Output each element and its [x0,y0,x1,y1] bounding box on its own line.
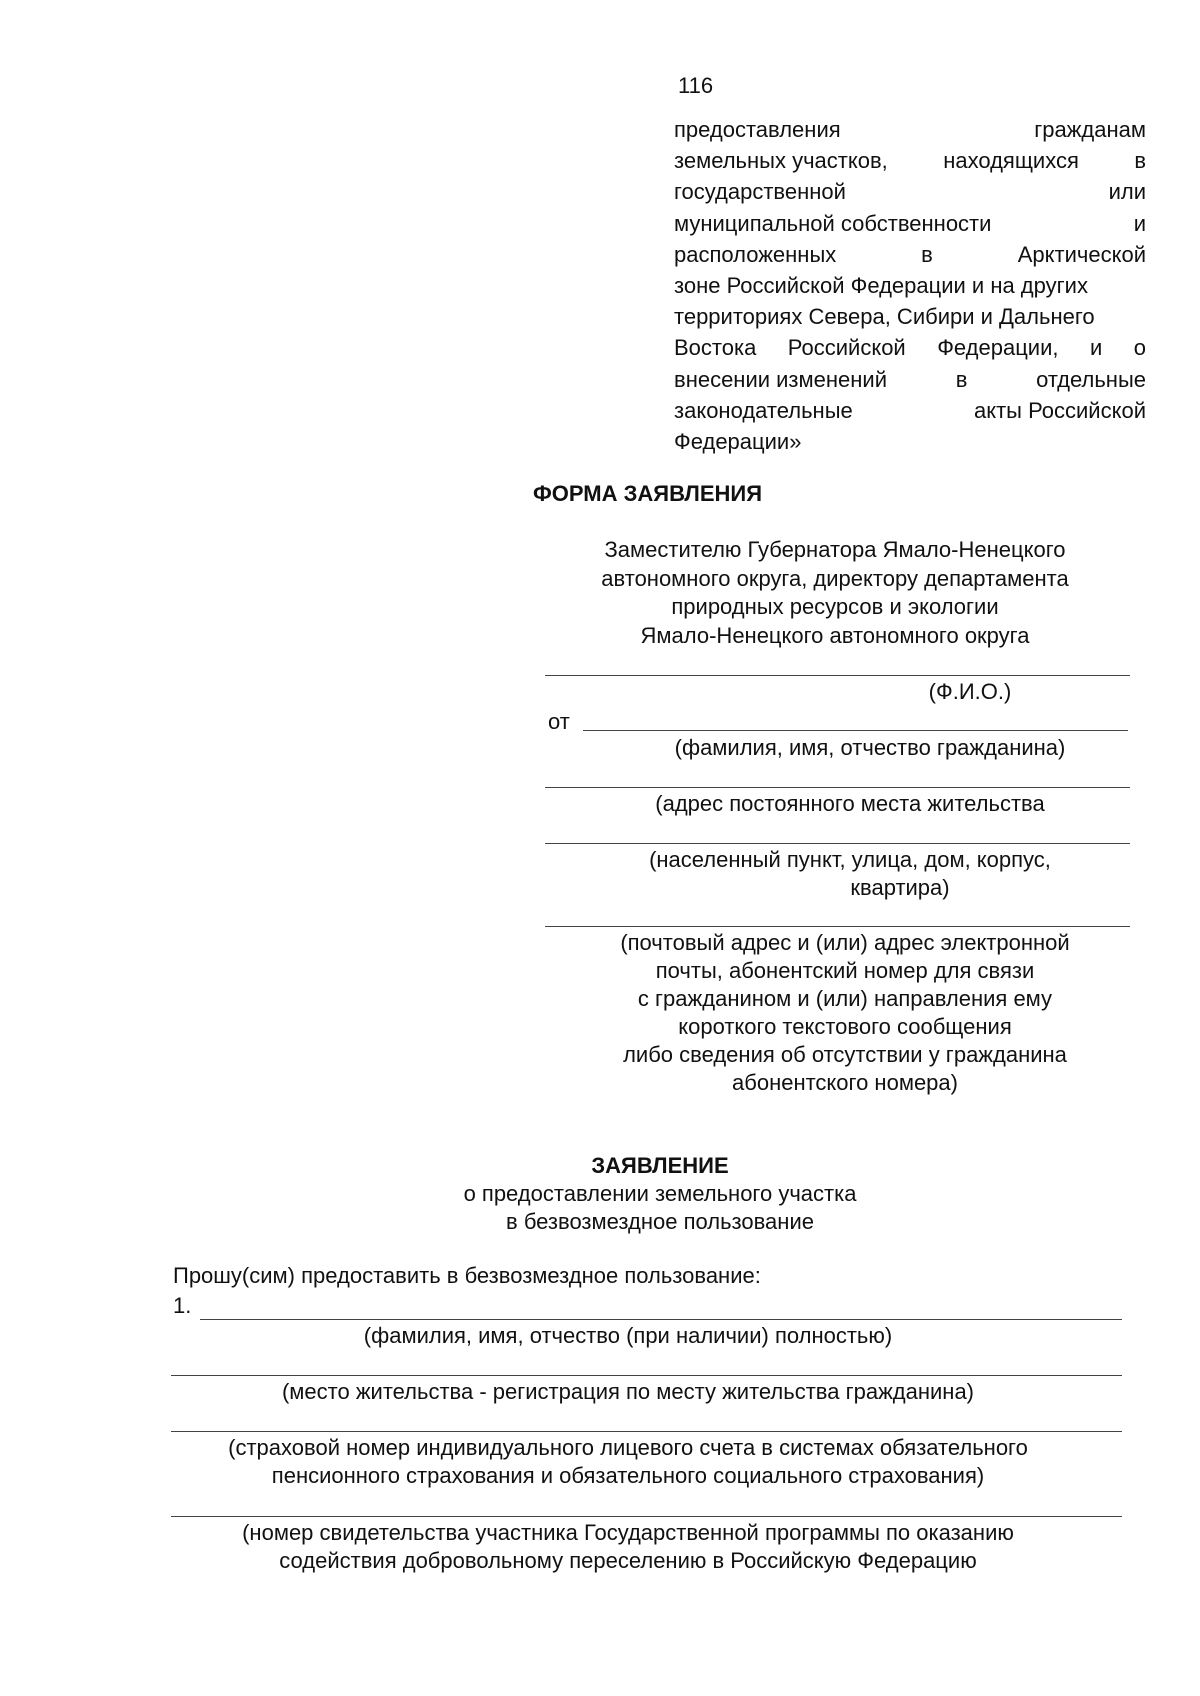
reference-line: Востока Российской Федерации, и о [674,335,1146,361]
reference-line: государственной или [674,179,1146,205]
contact-caption: (почтовый адрес и (или) адрес электронной почты, абонентский номер для связи с гражданином и (или) направления ему короткого текстового сообщения либо сведения об отсутствии у гражданина абонентского номера) [620,930,1070,1095]
certificate-line[interactable] [171,1516,1122,1517]
residence-line[interactable] [171,1375,1122,1376]
addressee-line: Заместителю Губернатора Ямало-Ненецкого [604,537,1066,562]
fio-caption: (Ф.И.О.) [928,679,1012,704]
reference-paragraph [674,114,1146,457]
from-label: от [548,709,570,734]
full-name-caption: (фамилия, имя, отчество (при наличии) полностью) [363,1323,893,1348]
reference-line: зоне Российской Федерации и на других [674,272,1088,298]
snils-line[interactable] [171,1431,1122,1432]
locality-line[interactable] [545,843,1130,844]
addressee-line: природных ресурсов и экологии [671,594,999,619]
residence-caption: (место жительства - регистрация по месту жительства гражданина) [281,1379,975,1404]
reference-line: Федерации» [674,428,802,454]
reference-line: расположенных в Арктической [674,241,1146,267]
locality-caption: (населенный пункт, улица, дом, корпус, квартира) [649,847,1051,900]
statement-title: ЗАЯВЛЕНИЕ [591,1153,729,1178]
page-number: 116 [678,73,714,98]
address-line[interactable] [545,787,1130,788]
form-title: ФОРМА ЗАЯВЛЕНИЯ [533,481,763,506]
fio-line[interactable] [545,675,1130,676]
reference-line: законодательные акты Российской [674,397,1146,423]
reference-line: предоставления гражданам [674,117,1146,142]
addressee-block [540,536,1130,650]
item-number: 1. [173,1293,192,1318]
contact-line[interactable] [545,926,1130,927]
applicant-caption: (фамилия, имя, отчество гражданина) [674,735,1066,760]
full-name-line[interactable] [200,1319,1122,1320]
addressee-line: автономного округа, директору департамента [601,565,1069,591]
request-text: Прошу(сим) предоставить в безвозмездное пользование: [173,1263,761,1288]
reference-line: территориях Севера, Сибири и Дальнего [674,304,1095,330]
address-caption: (адрес постоянного места жительства [655,791,1045,816]
certificate-caption: (номер свидетельства участника Государственной программы по оказанию содействия добровольному переселению в Российскую Федерацию [242,1520,1014,1573]
reference-line: муниципальной собственности и [674,210,1146,236]
statement-subtitle: о предоставлении земельного участка в безвозмездное пользование [463,1181,857,1234]
reference-line: внесении изменений в отдельные [674,366,1146,392]
snils-caption: (страховой номер индивидуального лицевого счета в системах обязательного пенсионного страхования и обязательного социального страхования) [228,1435,1028,1488]
applicant-name-line[interactable] [583,730,1128,731]
reference-line: земельных участков, находящихся в [674,148,1146,174]
addressee-line: Ямало-Ненецкого автономного округа [640,622,1030,648]
